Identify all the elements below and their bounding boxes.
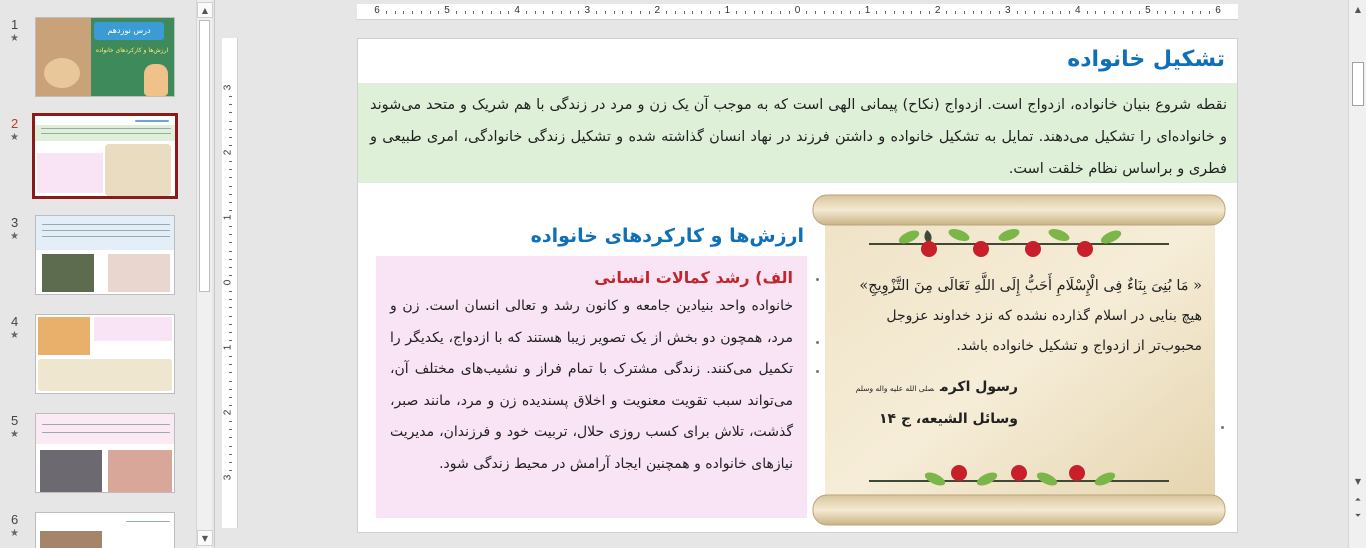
ruler-tick xyxy=(229,251,232,252)
ruler-tick xyxy=(1157,11,1158,14)
thumbnail-row-3[interactable] xyxy=(0,215,195,305)
thumb-text-line xyxy=(42,236,170,237)
ruler-tick xyxy=(570,11,571,14)
ruler-tick xyxy=(403,11,404,14)
ruler-tick xyxy=(824,11,825,14)
ruler-tick xyxy=(491,11,492,14)
ruler-tick xyxy=(876,11,877,14)
slide-thumbnail-2[interactable] xyxy=(32,113,178,199)
ruler-tick xyxy=(421,11,422,14)
thumb-text-line xyxy=(42,424,170,425)
attribution-honorific: صلی الله علیه واله وسلم xyxy=(855,384,935,393)
slide-thumbnail-4[interactable] xyxy=(35,314,175,394)
ruler-tick xyxy=(850,11,851,14)
ruler-tick-label: 1 xyxy=(222,344,234,351)
animation-star-icon: ★ xyxy=(10,429,19,440)
animation-star-icon: ★ xyxy=(10,330,19,341)
ruler-tick xyxy=(1017,11,1018,14)
ruler-tick xyxy=(229,242,232,243)
ruler-tick xyxy=(526,11,527,14)
ruler-tick xyxy=(745,11,746,14)
thumbnail-row-1[interactable] xyxy=(0,17,195,107)
ruler-tick xyxy=(692,11,693,14)
ruler-tick xyxy=(1200,11,1201,14)
thumb-text-line xyxy=(42,224,170,225)
scroll-down-arrow-icon[interactable]: ▼ xyxy=(197,530,213,546)
selection-handle-dot[interactable] xyxy=(816,278,819,281)
ruler-tick xyxy=(911,11,912,14)
ruler-tick xyxy=(229,112,232,113)
section-heading[interactable]: ارزش‌ها و کارکردهای خانواده xyxy=(530,225,804,247)
ruler-tick xyxy=(229,307,232,308)
ruler-tick xyxy=(675,11,676,14)
ruler-tick-label: 6 xyxy=(374,5,380,16)
ruler-tick xyxy=(229,356,232,357)
ruler-tick xyxy=(1113,11,1114,14)
ruler-tick-label: 1 xyxy=(222,214,234,221)
ruler-tick xyxy=(929,11,930,14)
ruler-tick xyxy=(1183,11,1184,14)
thumbnail-scrollbar[interactable] xyxy=(196,0,212,548)
ruler-tick xyxy=(229,299,232,300)
ruler-tick xyxy=(1165,11,1166,14)
ruler-tick xyxy=(1034,11,1035,14)
ruler-tick xyxy=(229,129,232,130)
ruler-tick-label: 1 xyxy=(724,5,731,16)
ruler-tick xyxy=(1130,11,1131,14)
ruler-tick xyxy=(903,11,904,14)
ruler-tick-label: 3 xyxy=(222,84,234,91)
ruler-tick-label: 2 xyxy=(222,149,234,156)
thumb-photo xyxy=(36,18,91,97)
thumb-subtitle: ارزش‌ها و کارکردهای خانواده xyxy=(95,47,169,54)
thumb-text-line xyxy=(126,521,170,522)
ruler-tick xyxy=(964,11,965,14)
quote-text[interactable] xyxy=(830,271,1202,361)
ruler-tick xyxy=(1095,11,1096,14)
ruler-tick xyxy=(806,11,807,14)
ruler-tick xyxy=(815,11,816,14)
attribution-name: رسول اکرم xyxy=(940,379,1018,395)
ruler-tick xyxy=(229,177,232,178)
ruler-tick xyxy=(736,11,737,14)
ruler-tick xyxy=(1025,11,1026,14)
ruler-tick xyxy=(500,11,501,14)
ruler-tick xyxy=(229,169,232,170)
thumbnail-row-2[interactable] xyxy=(0,116,195,206)
ruler-tick-label: 3 xyxy=(222,474,234,481)
slide-number: 4 xyxy=(11,314,19,329)
quote-persian: هیچ بنایی در اسلام گذارده نشده که نزد خداوند عزوجل محبوب‌تر از ازدواج و تشکیل خانواده باشد. xyxy=(886,308,1202,354)
animation-star-icon: ★ xyxy=(10,33,19,44)
scroll-down-arrow-icon[interactable]: ▼ xyxy=(1354,477,1362,486)
horizontal-ruler xyxy=(357,4,1238,20)
ruler-tick xyxy=(229,291,232,292)
slide-number: 1 xyxy=(11,17,19,32)
ruler-tick xyxy=(456,11,457,14)
ruler-tick xyxy=(990,11,991,14)
ruler-tick xyxy=(465,11,466,14)
ruler-tick xyxy=(701,11,702,14)
ruler-tick xyxy=(229,226,232,227)
slide-thumbnail-6[interactable] xyxy=(35,512,175,548)
thumb-text-line xyxy=(42,230,170,231)
ruler-tick xyxy=(229,429,232,430)
ruler-tick xyxy=(543,11,544,14)
ruler-tick xyxy=(229,372,232,373)
ruler-tick xyxy=(386,11,387,14)
thumb-photo xyxy=(108,254,170,292)
ruler-tick xyxy=(229,421,232,422)
ruler-tick xyxy=(1122,11,1123,14)
ruler-tick xyxy=(229,161,232,162)
thumb-pink-box xyxy=(94,317,172,341)
ruler-tick xyxy=(894,11,895,14)
slide-thumbnail-1[interactable] xyxy=(35,17,175,97)
slide-title[interactable]: تشکیل خانواده xyxy=(1067,47,1225,72)
ruler-tick xyxy=(640,11,641,14)
ruler-tick xyxy=(1060,11,1061,14)
ruler-tick xyxy=(229,364,232,365)
ruler-tick-label: 4 xyxy=(514,5,520,16)
ruler-tick-label: 4 xyxy=(1075,5,1081,16)
previous-slide-icon[interactable]: ⏶ xyxy=(1354,495,1362,504)
ruler-tick xyxy=(771,11,772,14)
ruler-tick xyxy=(229,332,232,333)
ruler-tick-label: 2 xyxy=(222,409,234,416)
ruler-tick xyxy=(754,11,755,14)
ruler-tick xyxy=(229,275,232,276)
ruler-tick xyxy=(482,11,483,14)
ruler-tick xyxy=(833,11,834,14)
ruler-tick-label: 1 xyxy=(864,5,871,16)
ruler-tick xyxy=(1104,11,1105,14)
slide-thumbnail-pane xyxy=(0,0,215,548)
slide-number: 3 xyxy=(11,215,19,230)
thumb-photo xyxy=(40,531,102,548)
ruler-tick xyxy=(1192,11,1193,14)
ruler-tick xyxy=(229,381,232,382)
ruler-tick xyxy=(1043,11,1044,14)
ruler-tick xyxy=(955,11,956,14)
selection-handle-dot[interactable] xyxy=(816,341,819,344)
ruler-tick xyxy=(780,11,781,14)
slide-scrollbar[interactable] xyxy=(1348,0,1366,548)
ruler-tick xyxy=(438,11,439,14)
ruler-tick xyxy=(1174,11,1175,14)
ruler-tick xyxy=(1069,11,1070,14)
pink-box-heading: الف) رشد کمالات انسانی xyxy=(594,268,793,287)
ruler-tick-label: 5 xyxy=(1145,5,1151,16)
thumb-text-line xyxy=(41,128,171,129)
ruler-tick xyxy=(614,11,615,14)
ruler-tick-label: 2 xyxy=(654,5,661,16)
ruler-tick xyxy=(684,11,685,14)
quote-attribution[interactable] xyxy=(848,372,1018,434)
ruler-tick xyxy=(229,389,232,390)
ruler-tick xyxy=(229,210,232,211)
ruler-tick xyxy=(229,316,232,317)
ruler-tick xyxy=(973,11,974,14)
ruler-tick xyxy=(649,11,650,14)
slide-canvas[interactable] xyxy=(357,38,1238,533)
ruler-tick xyxy=(508,11,509,14)
ruler-tick xyxy=(552,11,553,14)
ruler-tick xyxy=(710,11,711,14)
slide-number: 2 xyxy=(11,116,19,131)
thumbnail-row-5[interactable] xyxy=(0,413,195,503)
ruler-tick xyxy=(981,11,982,14)
ruler-tick xyxy=(561,11,562,14)
ruler-tick xyxy=(789,11,790,14)
thumb-banner: درس نوزدهم xyxy=(94,22,164,40)
scroll-up-arrow-icon[interactable]: ▲ xyxy=(197,2,213,18)
ruler-tick xyxy=(535,11,536,14)
thumb-pink-band xyxy=(36,414,175,444)
ruler-tick xyxy=(229,437,232,438)
ruler-tick xyxy=(859,11,860,14)
thumbnail-scroll-thumb[interactable] xyxy=(199,20,210,292)
ruler-tick xyxy=(229,145,232,146)
thumb-photo xyxy=(40,450,102,492)
thumb-scroll xyxy=(38,359,172,391)
ruler-tick xyxy=(1209,11,1210,14)
ruler-tick xyxy=(229,186,232,187)
intro-text-box[interactable]: نقطه شروع بنیان خانواده، ازدواج است. ازدواج (نکاح) پیمانی الهی است که به موجب آن یک زن و مرد در زندگی با هم شریک و متحد می‌شوند و خانواده‌ای را تشکیل می‌دهند. تمایل به تشکیل خانواده و داشتن فرزند در نهاد انسان گذاشته شده و تشکیل زندگی خانوادگی، امری طبیعی و فطری و براساس نظام خلقت است. xyxy=(358,83,1238,183)
animation-star-icon: ★ xyxy=(10,528,19,539)
slide-thumbnail-3[interactable] xyxy=(35,215,175,295)
ruler-tick-label: 0 xyxy=(794,5,801,16)
ruler-tick xyxy=(229,405,232,406)
ruler-tick xyxy=(1139,11,1140,14)
scroll-up-arrow-icon[interactable]: ▲ xyxy=(1354,5,1362,14)
ruler-tick xyxy=(229,137,232,138)
thumb-photo xyxy=(38,317,90,355)
next-slide-icon[interactable]: ⏷ xyxy=(1354,511,1362,520)
ruler-tick xyxy=(229,259,232,260)
slide-number: 5 xyxy=(11,413,19,428)
ruler-tick xyxy=(666,11,667,14)
ruler-tick xyxy=(229,96,232,97)
ruler-tick xyxy=(719,11,720,14)
slide-number: 6 xyxy=(11,512,19,527)
ruler-tick xyxy=(578,11,579,14)
ruler-tick xyxy=(605,11,606,14)
ruler-tick xyxy=(841,11,842,14)
pink-box-body: خانواده واحد بنیادین جامعه و کانون رشد و تعالی انسان است. زن و مرد، همچون دو بخش از یک تصویر زیبا هستند که با ازدواج، یکدیگر را تکمیل می‌کنند. زندگی مشترک با تمام فراز و نشیب‌های مختلف آن، می‌تواند سبب تقویت معنویت و اخلاق پسندیده زن و مرد، مانند صبر، گذشت، تلاش برای کسب روزی حلال، تربیت خود و فرزندان، مدیریت نیازهای خانواده و همچنین ایجاد آرامش در محیط زندگی شود. xyxy=(390,298,793,472)
ruler-tick xyxy=(473,11,474,14)
slide-thumbnail-5[interactable] xyxy=(35,413,175,493)
thumb-photo-shape xyxy=(44,58,80,88)
slide-scroll-thumb[interactable] xyxy=(1352,62,1364,106)
ruler-tick-label: 2 xyxy=(934,5,941,16)
ruler-tick xyxy=(946,11,947,14)
ruler-tick-label: 5 xyxy=(444,5,450,16)
ruler-tick xyxy=(229,324,232,325)
ruler-tick xyxy=(229,121,232,122)
ruler-tick xyxy=(229,397,232,398)
ruler-tick xyxy=(631,11,632,14)
ruler-tick xyxy=(430,11,431,14)
thumb-text-line xyxy=(41,133,171,134)
thumb-photo xyxy=(42,254,94,292)
selection-handle-dot[interactable] xyxy=(816,370,819,373)
ruler-tick xyxy=(999,11,1000,14)
ruler-tick xyxy=(596,11,597,14)
ruler-tick xyxy=(229,470,232,471)
thumb-blue-band xyxy=(36,216,175,250)
animation-star-icon: ★ xyxy=(10,231,19,242)
parchment-bottom-roll xyxy=(813,495,1225,525)
ruler-tick xyxy=(229,104,232,105)
quote-arabic: « مَا بُنِیَ بِنَاءٌ فِی الْإِسْلَامِ أَحَبُّ إِلَی اللَّهِ تَعَالَی مِنَ التَّزْوِیجِ» xyxy=(859,278,1202,294)
ruler-tick xyxy=(885,11,886,14)
ruler-tick-label: 6 xyxy=(1215,5,1221,16)
thumb-pink-box xyxy=(37,153,103,193)
ruler-tick xyxy=(395,11,396,14)
ruler-tick xyxy=(762,11,763,14)
ruler-tick xyxy=(229,446,232,447)
ruler-tick xyxy=(622,11,623,14)
animation-star-icon: ★ xyxy=(10,132,19,143)
thumbnail-row-6[interactable] xyxy=(0,512,195,548)
ruler-tick xyxy=(412,11,413,14)
ruler-tick xyxy=(1052,11,1053,14)
ruler-tick-label: 0 xyxy=(222,279,234,286)
parchment-top-roll xyxy=(813,195,1225,225)
attribution-source: وسائل الشیعه، ج ۱۴ xyxy=(878,411,1018,427)
thumb-text-line xyxy=(42,432,170,433)
thumb-scroll xyxy=(105,144,171,196)
ruler-tick xyxy=(229,234,232,235)
thumb-photo xyxy=(108,450,172,492)
ruler-tick-label: 3 xyxy=(1004,5,1011,16)
ruler-tick-label: 3 xyxy=(584,5,591,16)
vertical-ruler xyxy=(222,38,238,528)
ruler-tick xyxy=(229,462,232,463)
ruler-tick xyxy=(920,11,921,14)
ruler-tick xyxy=(229,267,232,268)
thumb-character xyxy=(144,64,168,96)
ruler-tick xyxy=(229,340,232,341)
ruler-tick xyxy=(229,454,232,455)
pink-text-box[interactable] xyxy=(376,256,807,518)
selection-handle-dot[interactable] xyxy=(1221,426,1224,429)
ruler-tick xyxy=(1087,11,1088,14)
ruler-tick xyxy=(229,202,232,203)
thumb-text-line xyxy=(135,120,169,122)
thumbnail-row-4[interactable] xyxy=(0,314,195,404)
ruler-tick xyxy=(229,194,232,195)
